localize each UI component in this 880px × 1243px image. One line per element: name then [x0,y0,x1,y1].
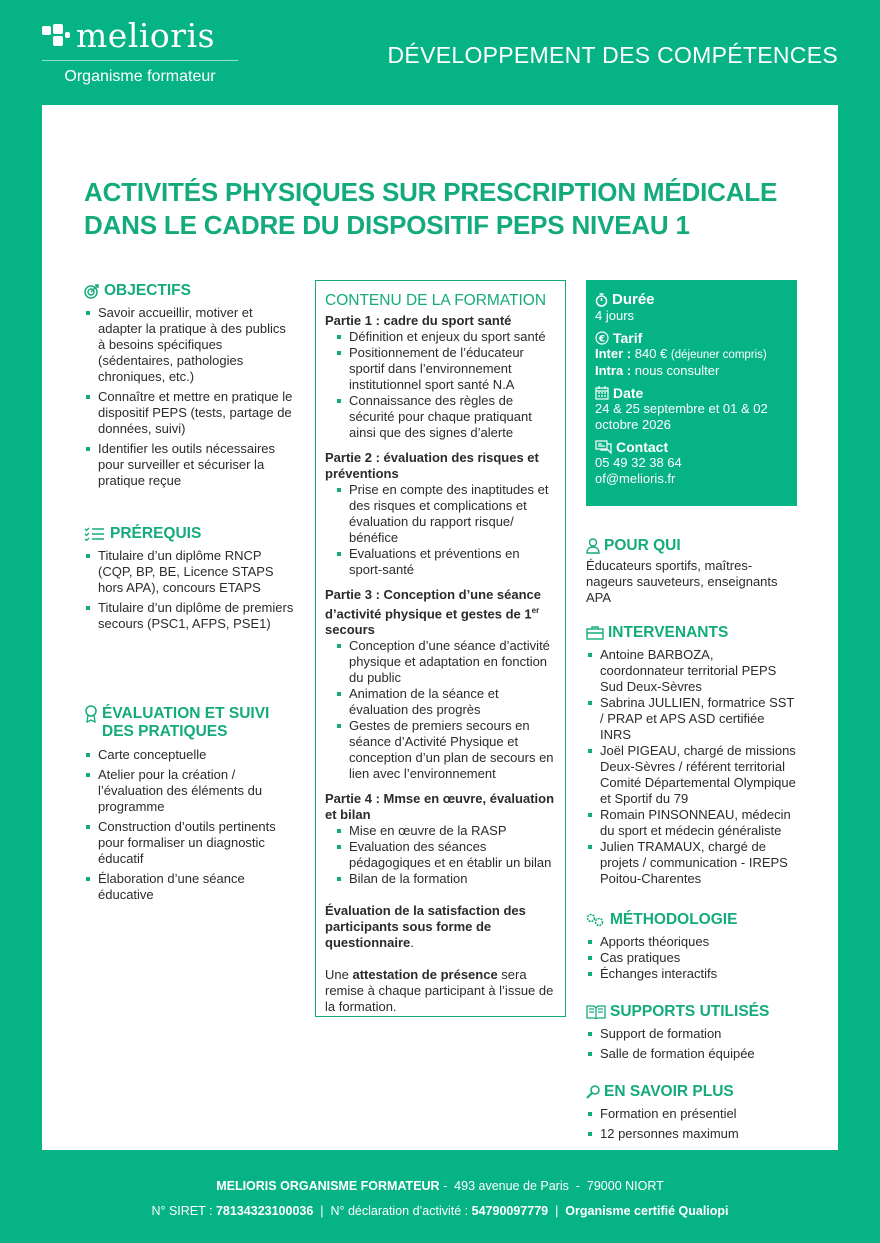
stopwatch-icon [595,293,608,307]
footer-address-text: - 493 avenue de Paris - 79000 NIORT [439,1179,664,1193]
part-3 [325,587,556,782]
tarif-label: Tarif [613,330,643,346]
list-item: Evaluations et préventions en sport-santé [335,546,556,578]
prerequis-section [84,526,296,636]
info-box [586,280,797,506]
list-item: Conception d’une séance d’activité physique et adaptation en fonction du public [335,638,556,686]
methodologie-heading [586,912,798,928]
heading-text: MÉTHODOLOGIE [610,911,738,928]
objectifs-heading [84,283,296,299]
svg-text:€: € [598,334,606,345]
heading-text: SUPPORTS UTILISÉS [610,1003,770,1020]
title-line-1: ACTIVITÉS PHYSIQUES SUR PRESCRIPTION MÉDICALE [84,177,778,207]
logo-subtitle: Organisme formateur [64,68,216,85]
target-icon [84,283,100,299]
list-item: Positionnement de l’éducateur sportif dans l’environnement institutionnel sport santé N.A [335,345,556,393]
list-item: Sabrina JULLIEN, formatrice SST / PRAP et APS ASD certifiée INRS [586,695,798,743]
evaluation-heading [84,705,296,741]
list-item: Julien TRAMAUX, chargé de projets / communication - IREPS Poitou-Charentes [586,839,798,887]
logo-mark-icon [42,24,70,48]
inter-value: 840 € [631,346,671,361]
part-1 [325,313,556,441]
attestation-bold: attestation de présence [352,967,498,983]
date-label: Date [613,385,644,401]
title-line-2: DANS LE CADRE DU DISPOSITIF PEPS NIVEAU 1 [84,210,690,240]
part-title-text: Partie 3 : Conception d’une séance d’activité physique et gestes de 1 [325,587,541,622]
melioris-logo [42,18,238,86]
part-title-end: secours [325,622,375,638]
heading-text: POUR QUI [604,537,681,554]
satisfaction-text [325,903,556,951]
evaluation-list [84,747,296,903]
prerequis-heading [84,526,296,542]
contact-phone[interactable]: 05 49 32 38 64 [595,455,682,470]
attestation-text [325,967,556,1015]
list-item: Atelier pour la création / l’évaluation des éléments du programme [84,767,296,815]
savoir-plus-list [586,1106,798,1142]
prerequis-list [84,548,296,632]
savoir-plus-section [586,1084,798,1146]
pour-qui-text: Éducateurs sportifs, maîtres-nageurs sauveteurs, enseignants APA [586,558,778,605]
person-icon [586,538,600,554]
contact-label: Contact [616,439,669,455]
pour-qui-heading [586,538,798,554]
left-column [84,283,296,923]
declaration-value: 54790097779 [471,1204,549,1218]
list-item: Formation en présentiel [586,1106,798,1122]
list-item: Construction d’outils pertinents pour formaliser un diagnostic éducatif [84,819,296,867]
list-item: Connaître et mettre en pratique le dispositif PEPS (tests, partage de données, suivi) [84,389,296,437]
list-item: Evaluation des séances pédagogiques et en établir un bilan [335,839,556,871]
attestation-pre: Une [325,967,353,983]
pour-qui-section [586,538,798,606]
supports-list [586,1026,798,1062]
part-list [335,482,556,578]
euro-icon [595,331,609,345]
satisfaction-end: . [410,935,414,951]
separator: | [548,1204,566,1218]
part-title: Partie 4 : Mmse en œuvre, évaluation et bilan [325,791,555,823]
list-item: Prise en compte des inaptitudes et des risques et complications et évaluation du rapport risque/ bénéfice [335,482,556,546]
contenu-box [315,280,566,1017]
list-item: Titulaire d’un diplôme RNCP (CQP, BP, BE, Licence STAPS hors APA), concours ETAPS [84,548,296,596]
part-title: Partie 1 : cadre du sport santé [325,313,512,328]
list-item: Identifier les outils nécessaires pour surveiller et sécuriser la pratique reçue [84,441,296,489]
objectifs-list [84,305,296,489]
calendar-icon [595,386,609,400]
heading-text: INTERVENANTS [608,624,729,641]
date-value: 24 & 25 septembre et 01 & 02 octobre 2026 [595,401,768,432]
methodologie-list [586,934,798,982]
part-2 [325,450,556,578]
inter-label: Inter : [595,346,632,361]
objectifs-section [84,283,296,493]
list-item: Titulaire d’un diplôme de premiers secours (PSC1, AFPS, PSE1) [84,600,296,632]
intervenants-section [586,625,798,887]
chat-icon [595,440,612,454]
savoir-plus-heading [586,1084,798,1100]
logo-name: melioris [76,16,216,55]
list-item: Connaissance des règles de sécurité pour chaque pratiquant ainsi que des signes d’alerte [335,393,556,441]
intervenants-heading [586,625,798,641]
part-title [325,587,556,638]
heading-text: PRÉREQUIS [110,525,202,542]
tarif-inter [595,346,788,363]
heading-text: EN SAVOIR PLUS [604,1083,734,1100]
siret-value: 78134323100036 [215,1204,314,1218]
magnifier-icon [586,1085,600,1099]
list-item: Savoir accueillir, motiver et adapter la pratique à des publics à besoins spécifiques (sédentaires, pathologies chroniques, etc.) [84,305,296,385]
qualiopi-text: Organisme certifié Qualiopi [565,1204,729,1218]
date-heading [595,385,788,401]
tarif-intra [595,363,788,379]
heading-text [102,705,269,741]
part-list [335,329,556,441]
list-item: Animation de la séance et évaluation des progrès [335,686,556,718]
part-title: Partie 2 : évaluation des risques et préventions [325,450,539,481]
header-title: DÉVELOPPEMENT DES COMPÉTENCES [387,42,838,68]
list-item: Apports théoriques [586,934,798,950]
list-item: 12 personnes maximum [586,1126,798,1142]
heading-line-2: DES PRATIQUES [102,723,228,740]
intra-value: nous consulter [631,363,720,378]
part-list [335,823,556,887]
page-title [84,176,777,242]
book-icon [586,1005,606,1019]
award-icon [84,705,98,723]
list-item: Gestes de premiers secours en séance d’Activité Physique et conception d’un plan de secours en lien avec l’environnement [335,718,556,782]
heading-line-1: ÉVALUATION ET SUIVI [102,705,270,722]
duree-label: Durée [612,291,655,308]
checklist-icon [84,527,106,541]
list-item: Bilan de la formation [335,871,556,887]
list-item: Salle de formation équipée [586,1046,798,1062]
siret-label: N° SIRET : [151,1204,216,1218]
supports-section [586,1004,798,1066]
list-item: Cas pratiques [586,950,798,966]
list-item: Support de formation [586,1026,798,1042]
right-column [586,538,798,1148]
list-item: Échanges interactifs [586,966,798,982]
contact-heading [595,439,788,455]
evaluation-section [84,705,296,907]
part-list [335,638,556,782]
heading-text: OBJECTIFS [104,282,191,299]
intra-label: Intra : [595,363,632,378]
supports-heading [586,1004,798,1020]
list-item: Romain PINSONNEAU, médecin du sport et médecin généraliste [586,807,798,839]
contenu-heading: CONTENU DE LA FORMATION [325,292,547,309]
footer-org: MELIORIS ORGANISME FORMATEUR [216,1179,440,1193]
gears-icon [586,913,606,927]
list-item: Élaboration d’une séance éducative [84,871,296,903]
superscript: er [531,606,540,615]
satisfaction-bold: Évaluation de la satisfaction des participants sous forme de questionnaire [325,903,526,951]
duree-heading [595,292,788,308]
attestation-post: sera remise à chaque participant à l’issue de la formation. [325,967,554,1015]
list-item: Antoine BARBOZA, coordonnateur territorial PEPS Sud Deux-Sèvres [586,647,798,695]
logo-divider [42,60,238,61]
list-item: Mise en œuvre de la RASP [335,823,556,839]
list-item: Joël PIGEAU, chargé de missions Deux-Sèvres / référent territorial Comité Départemental Olympique et Sportif du 79 [586,743,798,807]
inter-note: (déjeuner compris) [670,349,767,361]
declaration-label: | N° déclaration d’activité : [313,1204,472,1218]
part-4 [325,791,556,887]
briefcase-icon [586,626,604,640]
methodologie-section [586,912,798,982]
duree-value: 4 jours [595,308,635,323]
list-item: Définition et enjeux du sport santé [335,329,556,345]
list-item: Carte conceptuelle [84,747,296,763]
intervenants-list [586,647,798,887]
tarif-heading [595,330,788,346]
footer-legal [0,1204,880,1218]
contact-email[interactable]: of@melioris.fr [595,471,676,486]
footer-address [0,1179,880,1193]
